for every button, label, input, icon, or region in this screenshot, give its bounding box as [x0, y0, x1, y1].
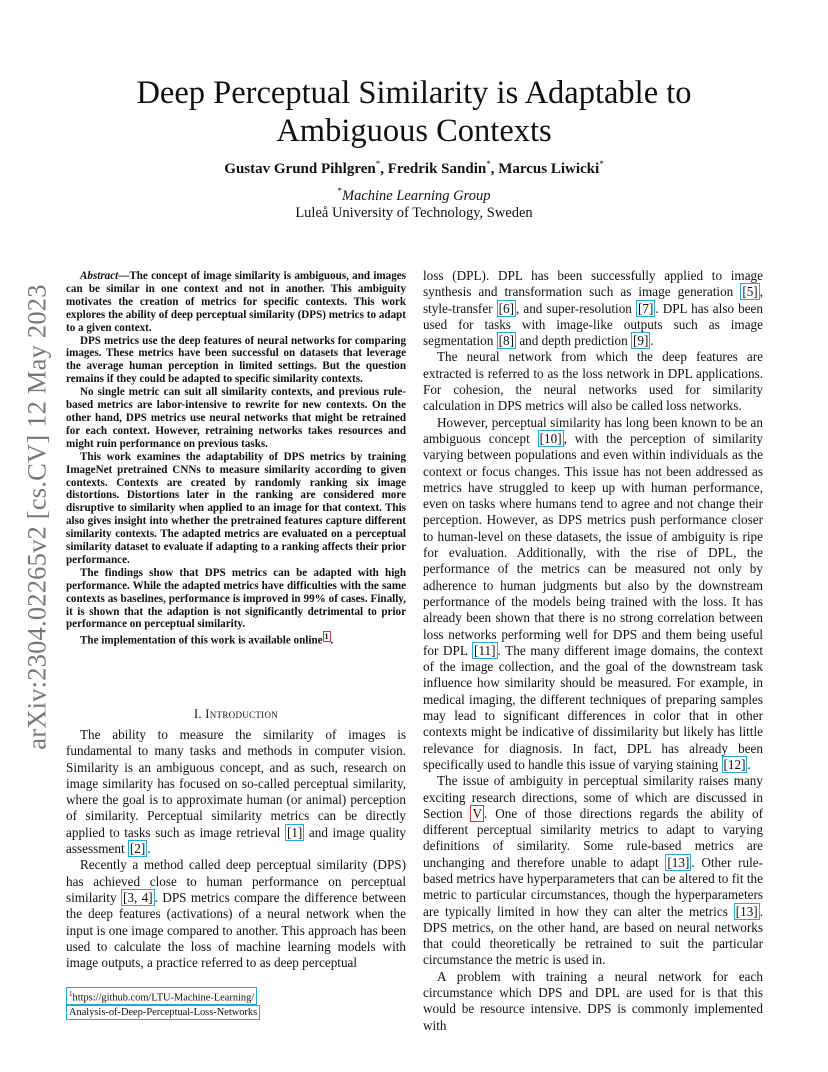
text-run: The ability to measure the similarity of images is fundamental to many tasks and methods in computer vision. Similarity is an ambiguous concept, and as such, research on image similarity has focused on so-called perceptual similarity, where the goal is to approximate human (or animal) perception of similarity. Perceptual similarity metrics can be directly applied to tasks such as image retrieval — [66, 727, 406, 840]
abstract-paragraph: This work examines the adaptability of DPS metrics by training ImageNet pretrained CNNs to measure similarity according to given contexts. Contexts are created by randomly ranking six image distortions. Distortions later in the ranking are considered more disruptive to similarity when applied to an image for that context. This also gives insight into whether the pretrained features capture different similarity contexts. The adapted metrics are evaluated on a perceptual similarity dataset to evaluate if adapting to a ranking affects their prior performance. — [66, 450, 406, 566]
arxiv-identifier: arXiv:2304.02265v2 [cs.CV] 12 May 2023 — [21, 284, 52, 750]
body-paragraph: The neural network from which the deep features are extracted is referred to as the loss network in DPL applications. For cohesion, the neural networks used for similarity calculation in DPS metrics will also be called loss networks. — [423, 349, 763, 414]
body-paragraph — [423, 268, 763, 349]
abstract-text: The concept of image similarity is ambiguous, and images can be similar in one context and not in another. This ambiguity motivates the creation of metrics for specific contexts. This work explores the ability of deep perceptual similarity (DPS) metrics to adapt to a given context. — [66, 270, 406, 334]
citation-link[interactable]: [13] — [667, 854, 690, 870]
text-run: . One of those directions regards the ability of different perceptual similarity metrics to adapt to varying definitions of similarity. Some rule-based metrics are unchanging and therefore unable to adapt — [423, 805, 763, 870]
text-run: , with the perception of similarity varying between populations and even within individuals as the context or focus changes. This issue has not been addressed as metrics have struggled to keep up with human performance, even on tasks where humans tend to agree and not change their perception. However, as DPS metrics push performance closer to human-level on these datasets, the issue of ambiguity is ripe for evaluation. Additionally, with the rise of DPL, the performance of the metrics can be measured not only by adherence to human judgments but also by the downstream performance of the models being trained with the loss. It has already been shown that there is no strong correlation between loss networks performing well for DPS and them being useful for DPL — [423, 430, 763, 658]
section-title: Introduction — [205, 707, 279, 721]
citation-link[interactable]: [12] — [723, 756, 746, 772]
author-list: Gustav Grund Pihlgren*, Fredrik Sandin*, Marcus Liwicki* — [224, 159, 604, 177]
body-paragraph — [423, 415, 763, 774]
citation-link[interactable]: [10] — [539, 430, 562, 446]
abstract-paragraph: Abstract—The concept of image similarity is ambiguous, and images can be similar in one context and not in another. This ambiguity motivates the creation of metrics for specific contexts. This work explores the ability of deep perceptual similarity (DPS) metrics to adapt to a given context. — [66, 270, 406, 334]
title-line-2: Ambiguous Contexts — [276, 113, 552, 149]
citation-link[interactable]: [3, 4] — [122, 889, 153, 905]
abstract-label: Abstract — [80, 270, 119, 282]
text-run: . — [147, 841, 151, 857]
abstract-paragraph: The implementation of this work is available online $^1$ . — [80, 632, 334, 648]
paper-title — [0, 74, 828, 150]
text-run: . The many different image domains, the context of the image collection, and the goal of the downstream task influence how similarity should be measured. For example, in medical imaging, the different techniques of preparing samples may lead to significant differences in color that in other contexts might be indicative of dissimilarity but likely has little relevance for diagnosis. In fact, DPL has already been specifically used to handle this issue of varying staining — [423, 642, 763, 772]
text-run: . — [650, 333, 654, 349]
citation-link[interactable]: [5] — [742, 284, 758, 300]
citation-link[interactable]: [1] — [286, 824, 303, 840]
affiliation-mark: * — [337, 186, 342, 196]
text-run: , style-transfer — [423, 284, 763, 316]
footnote-number: 1 — [69, 990, 73, 998]
body-paragraph — [66, 857, 406, 971]
citation-link[interactable]: [2] — [129, 841, 146, 857]
abstract-text: The implementation of this work is available online — [80, 635, 323, 648]
abstract-paragraph: The findings show that DPS metrics can be adapted with high performance. While the adapted metrics have difficulties with the same contexts as baselines, performance is improved in 99% of cases. Finally, it is shown that the adaption is not significantly detrimental to prior performance on perceptual similarity. — [66, 566, 406, 631]
footnote-url-link[interactable]: Analysis-of-Deep-Perceptual-Loss-Networks — [66, 1005, 260, 1020]
body-paragraph — [66, 727, 406, 857]
citation-link[interactable]: [13] — [735, 903, 758, 919]
body-paragraph: A problem with training a neural network for each circumstance which DPS and DPL are used for is that this would be resource intensive. DPS is commonly implemented with — [423, 968, 763, 1033]
abstract-paragraph: DPS metrics use the deep features of neural networks for comparing images. These metrics have been successful on datasets that leverage the average human perception in limited settings. But the question remains if they could be adapted to specific similarity contexts. — [66, 334, 406, 386]
text-run: The issue of ambiguity in perceptual similarity raises many exciting research directions, some of which are discussed in Section — [423, 773, 763, 821]
abstract-paragraph: No single metric can suit all similarity contexts, and previous rule-based metrics are labor-intensive to rewrite for new contexts. On the other hand, DPS metrics use neural networks that might be retrained for each context. However, retraining networks takes resources and might ruin performance on previous tasks. — [66, 386, 406, 450]
text-run: . DPS metrics compare the difference between the deep features (activations) of a neural network when the input is one image compared to another. This approach has been used to calculate the loss of machine learning models with image outputs, a practice referred to as deep perceptual — [66, 889, 406, 971]
text-run: and depth prediction — [516, 333, 632, 349]
section-heading — [66, 707, 406, 722]
text-run: . Other rule-based metrics have hyperparameters that can be altered to fit the metric to particular circumstances, though the hyperparameters are typically limited in how they can alter the metrics — [423, 854, 763, 919]
affiliation-mark: * — [375, 159, 381, 169]
author-name: Marcus Liwicki — [498, 161, 600, 177]
footnote — [66, 987, 406, 1020]
text-run: However, perceptual similarity has long been known to be an ambiguous concept — [423, 414, 763, 446]
affiliation-mark: * — [486, 159, 491, 169]
url-text: https://github.com/LTU-Machine-Learning/ — [72, 992, 255, 1004]
text-run: Recently a method called deep perceptual similarity (DPS) has achieved close to human performance on perceptual similarity — [66, 857, 406, 905]
abstract — [66, 270, 406, 648]
text-run: . DPS metrics, on the other hand, are based on neural networks that could theoretically be retrained to suit the particular circumstance the metric is used in. — [423, 903, 763, 968]
citation-link[interactable]: [8] — [498, 333, 515, 349]
citation-link[interactable]: [7] — [637, 300, 654, 316]
author-name: Gustav Grund Pihlgren — [224, 161, 376, 177]
affiliation-group — [0, 186, 828, 205]
affiliation-university: Luleå University of Technology, Sweden — [295, 205, 533, 221]
arxiv-sidebar — [12, 272, 62, 762]
author-name: Fredrik Sandin — [387, 161, 487, 177]
text-run: . — [747, 756, 751, 772]
section-number: I. — [193, 707, 202, 721]
text-run: loss (DPL). DPL has been successfully applied to image synthesis and transformation such as image generation — [423, 268, 763, 300]
affiliation-group-name: Machine Learning Group — [342, 187, 491, 204]
text-run: . DPL has also been used for tasks with image-like outputs such as image segmentation — [423, 300, 763, 349]
footnote-url-link[interactable] — [66, 987, 257, 1005]
citation-link[interactable]: [9] — [633, 333, 649, 349]
title-line-1: Deep Perceptual Similarity is Adaptable to — [136, 75, 692, 111]
body-paragraph — [423, 773, 763, 969]
right-column-text — [423, 268, 763, 1034]
introduction-text — [66, 727, 406, 971]
citation-link[interactable]: [6] — [498, 300, 515, 316]
section-link[interactable]: V — [472, 805, 482, 821]
text-run: , and super-resolution — [516, 300, 636, 316]
citation-link[interactable]: [11] — [474, 642, 496, 658]
footnote-link[interactable]: 1 — [324, 632, 329, 642]
affiliation-mark: * — [599, 159, 604, 169]
text-run: and image quality assessment — [66, 824, 407, 857]
